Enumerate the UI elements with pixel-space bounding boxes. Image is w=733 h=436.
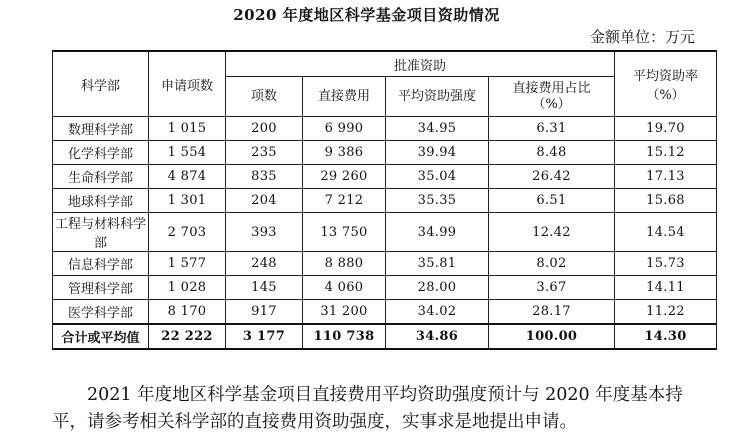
cell-avg-intensity: 34.99 bbox=[386, 213, 489, 252]
cell-avg-rate: 15.12 bbox=[615, 141, 717, 165]
table-row bbox=[53, 117, 717, 141]
cell-direct-cost: 31 200 bbox=[303, 300, 386, 325]
cell-approved-count: 917 bbox=[226, 300, 303, 325]
cell-avg-rate: 15.73 bbox=[615, 252, 717, 276]
table-row bbox=[53, 141, 717, 165]
cell-department: 信息科学部 bbox=[53, 252, 149, 276]
cell-avg-intensity: 34.95 bbox=[386, 117, 489, 141]
cell-cost-share: 28.17 bbox=[489, 300, 615, 325]
cell-direct-cost: 7 212 bbox=[303, 189, 386, 213]
table-body bbox=[53, 117, 717, 350]
cell-avg-rate: 14.54 bbox=[615, 213, 717, 252]
total-cell-avg-intensity: 34.86 bbox=[386, 324, 489, 349]
cell-cost-share: 8.48 bbox=[489, 141, 615, 165]
cell-department: 医学科学部 bbox=[53, 300, 149, 325]
cell-direct-cost: 6 990 bbox=[303, 117, 386, 141]
cell-direct-cost: 29 260 bbox=[303, 165, 386, 189]
cell-department: 地球科学部 bbox=[53, 189, 149, 213]
header-cost-share: 直接费用占比 （%） bbox=[489, 77, 615, 117]
cell-approved-count: 200 bbox=[226, 117, 303, 141]
funding-table bbox=[52, 50, 717, 350]
cell-applications: 8 170 bbox=[149, 300, 226, 325]
cell-department: 工程与材料科学部 bbox=[53, 213, 149, 252]
table-row bbox=[53, 252, 717, 276]
cell-cost-share: 26.42 bbox=[489, 165, 615, 189]
cell-avg-rate: 19.70 bbox=[615, 117, 717, 141]
total-cell-approved-count: 3 177 bbox=[226, 324, 303, 349]
cell-cost-share: 6.31 bbox=[489, 117, 615, 141]
cell-approved-count: 835 bbox=[226, 165, 303, 189]
header-direct-cost: 直接费用 bbox=[303, 77, 386, 117]
total-cell-avg-rate: 14.30 bbox=[615, 324, 717, 349]
cell-avg-rate: 15.68 bbox=[615, 189, 717, 213]
cell-direct-cost: 13 750 bbox=[303, 213, 386, 252]
cell-approved-count: 235 bbox=[226, 141, 303, 165]
cell-cost-share: 3.67 bbox=[489, 276, 615, 300]
total-cell-department: 合计或平均值 bbox=[53, 324, 149, 349]
application-note: 2021 年度地区科学基金项目直接费用平均资助强度预计与 2020 年度基本持平，请参考相关科学部的直接费用资助强度，实事求是地提出申请。 bbox=[52, 384, 683, 432]
header-avg-intensity: 平均资助强度 bbox=[386, 77, 489, 117]
cell-applications: 1 301 bbox=[149, 189, 226, 213]
cell-applications: 4 874 bbox=[149, 165, 226, 189]
cell-avg-intensity: 34.02 bbox=[386, 300, 489, 325]
unit-label: 金额单位：万元 bbox=[589, 28, 695, 46]
cell-direct-cost: 8 880 bbox=[303, 252, 386, 276]
cell-direct-cost: 4 060 bbox=[303, 276, 386, 300]
cell-applications: 1 015 bbox=[149, 117, 226, 141]
table-row bbox=[53, 276, 717, 300]
cell-approved-count: 204 bbox=[226, 189, 303, 213]
header-approved-count: 项数 bbox=[226, 77, 303, 117]
cell-avg-intensity: 35.81 bbox=[386, 252, 489, 276]
cell-department: 管理科学部 bbox=[53, 276, 149, 300]
cell-cost-share: 6.51 bbox=[489, 189, 615, 213]
cell-avg-intensity: 35.04 bbox=[386, 165, 489, 189]
cell-department: 生命科学部 bbox=[53, 165, 149, 189]
table-row bbox=[53, 213, 717, 252]
table-row bbox=[53, 189, 717, 213]
cell-avg-intensity: 28.00 bbox=[386, 276, 489, 300]
cell-avg-intensity: 35.35 bbox=[386, 189, 489, 213]
cell-approved-count: 145 bbox=[226, 276, 303, 300]
total-cell-applications: 22 222 bbox=[149, 324, 226, 349]
header-row-top bbox=[53, 51, 717, 77]
cell-applications: 1 028 bbox=[149, 276, 226, 300]
cell-avg-rate: 14.11 bbox=[615, 276, 717, 300]
cell-cost-share: 12.42 bbox=[489, 213, 615, 252]
cell-applications: 2 703 bbox=[149, 213, 226, 252]
table-total-row bbox=[53, 324, 717, 349]
cell-avg-intensity: 39.94 bbox=[386, 141, 489, 165]
cell-approved-count: 393 bbox=[226, 213, 303, 252]
cell-avg-rate: 17.13 bbox=[615, 165, 717, 189]
header-avg-rate: 平均资助率 （%） bbox=[615, 51, 717, 117]
cell-applications: 1 554 bbox=[149, 141, 226, 165]
cell-avg-rate: 11.22 bbox=[615, 300, 717, 325]
table-row bbox=[53, 300, 717, 325]
cell-applications: 1 577 bbox=[149, 252, 226, 276]
cell-department: 化学科学部 bbox=[53, 141, 149, 165]
header-applications: 申请项数 bbox=[149, 51, 226, 117]
cell-direct-cost: 9 386 bbox=[303, 141, 386, 165]
cell-approved-count: 248 bbox=[226, 252, 303, 276]
page-title: 2020 年度地区科学基金项目资助情况 bbox=[233, 6, 500, 24]
total-cell-cost-share: 100.00 bbox=[489, 324, 615, 349]
cell-cost-share: 8.02 bbox=[489, 252, 615, 276]
header-approved-group: 批准资助 bbox=[226, 51, 615, 77]
table-row bbox=[53, 165, 717, 189]
cell-department: 数理科学部 bbox=[53, 117, 149, 141]
header-department: 科学部 bbox=[53, 51, 149, 117]
total-cell-direct-cost: 110 738 bbox=[303, 324, 386, 349]
